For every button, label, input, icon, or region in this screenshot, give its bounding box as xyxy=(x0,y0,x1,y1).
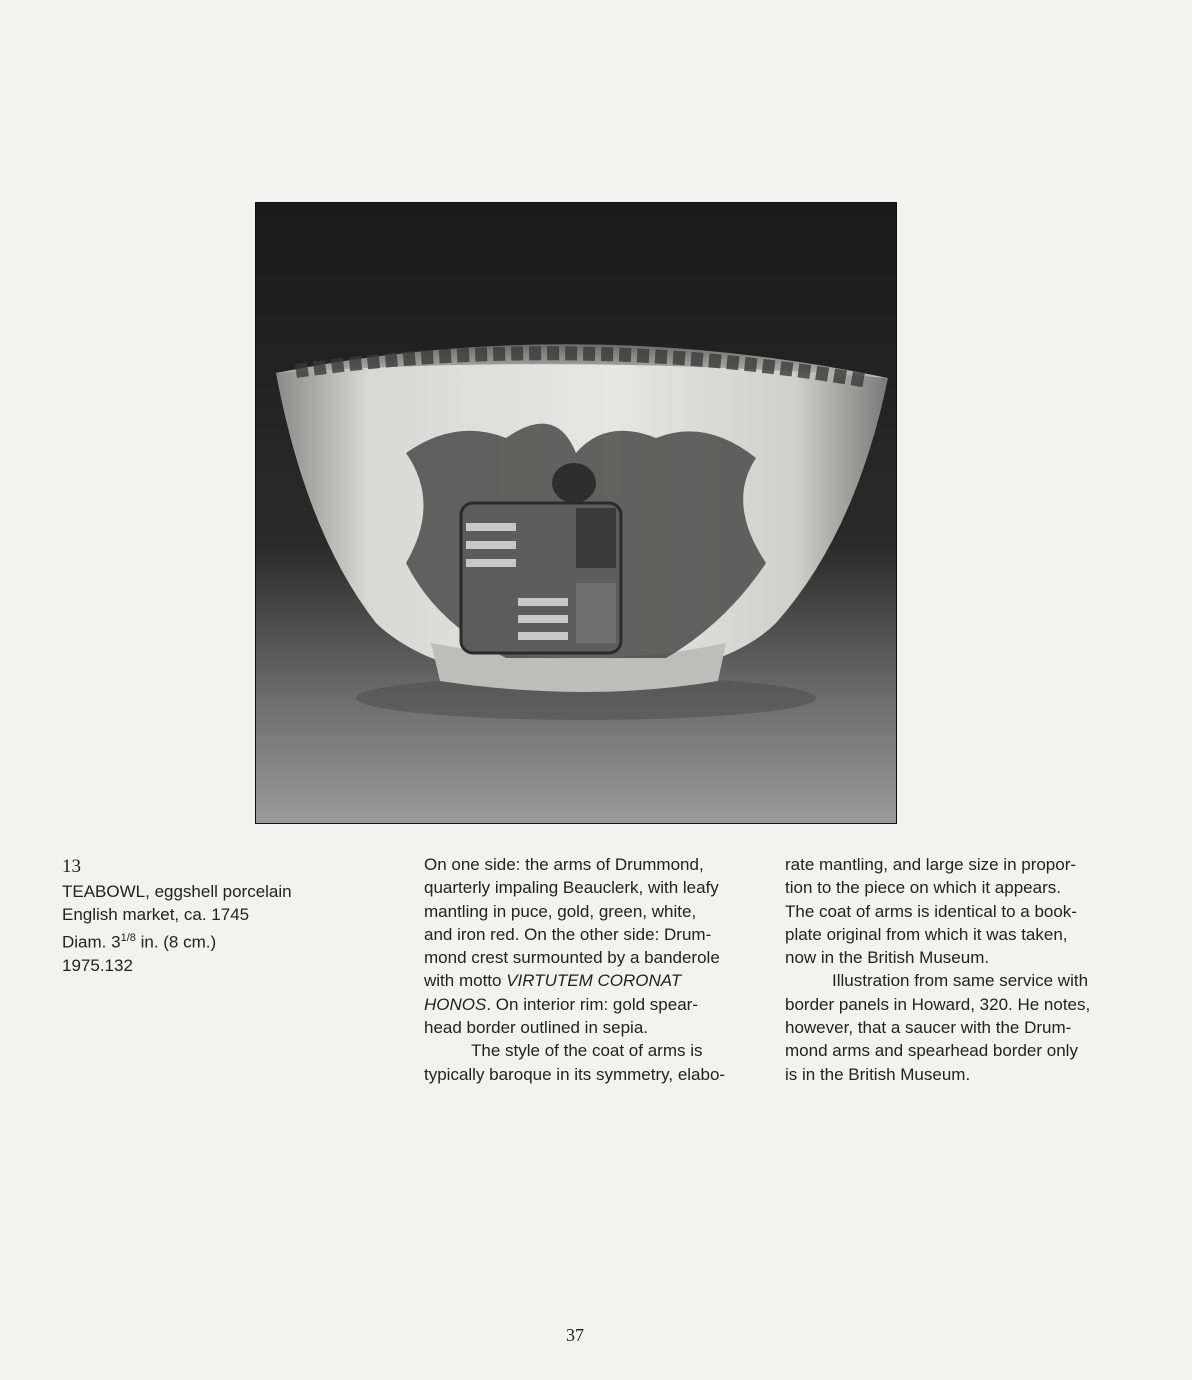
caption xyxy=(62,880,392,977)
caption-market: English market, ca. 1745 xyxy=(62,905,250,925)
col1-line xyxy=(424,969,744,992)
col1-line: mantling in puce, gold, green, white, xyxy=(424,901,697,921)
caption-accession: 1975.132 xyxy=(62,955,133,975)
col2-line: mond arms and spearhead border only xyxy=(785,1041,1078,1061)
col2-line: border panels in Howard, 320. He notes, xyxy=(785,994,1091,1014)
col1-line xyxy=(424,993,744,1016)
col2-line: plate original from which it was taken, xyxy=(785,924,1068,944)
col1-line: typically baroque in its symmetry, elabo- xyxy=(424,1064,726,1084)
teabowl-photo-icon xyxy=(256,203,896,823)
col2-line: tion to the piece on which it appears. xyxy=(785,878,1061,898)
col1-line: The style of the coat of arms is xyxy=(471,1041,703,1061)
motto-text: VIRTUTEM CORONAT xyxy=(506,971,682,991)
col1-line: head border outlined in sepia. xyxy=(424,1018,648,1038)
diameter-fraction: 1/8 xyxy=(120,931,136,944)
col1-line: mond crest surmounted by a banderole xyxy=(424,948,720,968)
col2-line: Illustration from same service with xyxy=(832,971,1089,991)
col1-text: with motto xyxy=(424,971,507,991)
col1-line: quarterly impaling Beauclerk, with leafy xyxy=(424,878,719,898)
col2-line: rate mantling, and large size in propor- xyxy=(785,855,1077,874)
text-column-2 xyxy=(785,853,1105,1086)
col2-line: however, that a saucer with the Drum- xyxy=(785,1018,1072,1038)
caption-title: TEABOWL, eggshell porcelain xyxy=(62,882,292,901)
col1-line: On one side: the arms of Drummond, xyxy=(424,855,704,874)
col1-line: and iron red. On the other side: Drum- xyxy=(424,924,712,944)
diameter-prefix: Diam. 3 xyxy=(62,932,121,952)
motto-text: HONOS xyxy=(424,994,487,1014)
col2-line: The coat of arms is identical to a book- xyxy=(785,901,1077,921)
catalog-number: 13 xyxy=(62,856,81,877)
page-number: 37 xyxy=(566,1325,584,1345)
col2-line: now in the British Museum. xyxy=(785,948,990,968)
col1-text: . On interior rim: gold spear- xyxy=(486,994,698,1014)
diameter-suffix: in. (8 cm.) xyxy=(135,932,217,952)
caption-diameter xyxy=(62,927,392,954)
col2-line: is in the British Museum. xyxy=(785,1064,971,1084)
teabowl-photograph xyxy=(255,202,897,824)
text-column-1 xyxy=(424,853,744,1086)
